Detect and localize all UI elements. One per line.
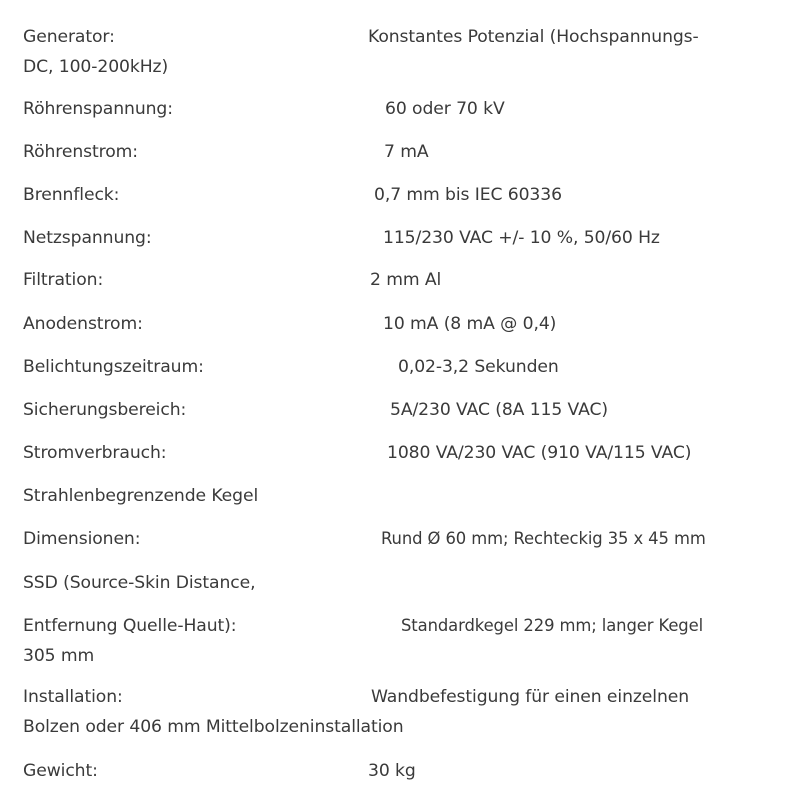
spec-label-brennfleck: Brennfleck: bbox=[23, 185, 120, 205]
spec-value-generator: Konstantes Potenzial (Hochspannungs- bbox=[368, 27, 699, 47]
spec-value-filtration: 2 mm Al bbox=[370, 270, 442, 290]
spec-value-anodenstrom: 10 mA (8 mA @ 0,4) bbox=[383, 314, 557, 334]
spec-value-stromverbrauch: 1080 VA/230 VAC (910 VA/115 VAC) bbox=[387, 443, 692, 463]
spec-value-installation: Wandbefestigung für einen einzelnen bbox=[371, 687, 690, 707]
spec-label-anodenstrom: Anodenstrom: bbox=[23, 314, 143, 334]
spec-value-roehrenspannung: 60 oder 70 kV bbox=[385, 99, 505, 119]
spec-heading-ssd: SSD (Source-Skin Distance, bbox=[23, 573, 256, 593]
spec-label-roehrenspannung: Röhrenspannung: bbox=[23, 99, 173, 119]
spec-label-dimensionen: Dimensionen: bbox=[23, 529, 141, 549]
spec-label-entfernung: Entfernung Quelle-Haut): bbox=[23, 616, 237, 636]
spec-label-installation: Installation: bbox=[23, 687, 123, 707]
spec-value-brennfleck: 0,7 mm bis IEC 60336 bbox=[374, 185, 562, 205]
spec-value-entfernung: Standardkegel 229 mm; langer Kegel bbox=[401, 616, 704, 635]
spec-heading-strahlenbegrenzende-kegel: Strahlenbegrenzende Kegel bbox=[23, 486, 259, 506]
spec-value-netzspannung: 115/230 VAC +/- 10 %, 50/60 Hz bbox=[383, 228, 660, 248]
spec-value-sicherungsbereich: 5A/230 VAC (8A 115 VAC) bbox=[390, 400, 608, 420]
spec-value-dimensionen: Rund Ø 60 mm; Rechteckig 35 x 45 mm bbox=[381, 529, 706, 548]
spec-label-belichtungszeitraum: Belichtungszeitraum: bbox=[23, 357, 204, 377]
spec-label-generator: Generator: bbox=[23, 27, 115, 47]
spec-value-entfernung-continued: 305 mm bbox=[23, 646, 95, 666]
spec-label-gewicht: Gewicht: bbox=[23, 761, 98, 781]
spec-label-roehrenstrom: Röhrenstrom: bbox=[23, 142, 138, 162]
spec-label-stromverbrauch: Stromverbrauch: bbox=[23, 443, 167, 463]
spec-value-gewicht: 30 kg bbox=[368, 761, 416, 781]
spec-label-sicherungsbereich: Sicherungsbereich: bbox=[23, 400, 187, 420]
spec-label-filtration: Filtration: bbox=[23, 270, 104, 290]
spec-value-belichtungszeitraum: 0,02-3,2 Sekunden bbox=[398, 357, 559, 377]
spec-label-netzspannung: Netzspannung: bbox=[23, 228, 152, 248]
spec-value-installation-continued: Bolzen oder 406 mm Mittelbolzeninstallation bbox=[23, 717, 404, 737]
spec-value-roehrenstrom: 7 mA bbox=[384, 142, 429, 162]
spec-value-generator-continued: DC, 100-200kHz) bbox=[23, 57, 169, 77]
